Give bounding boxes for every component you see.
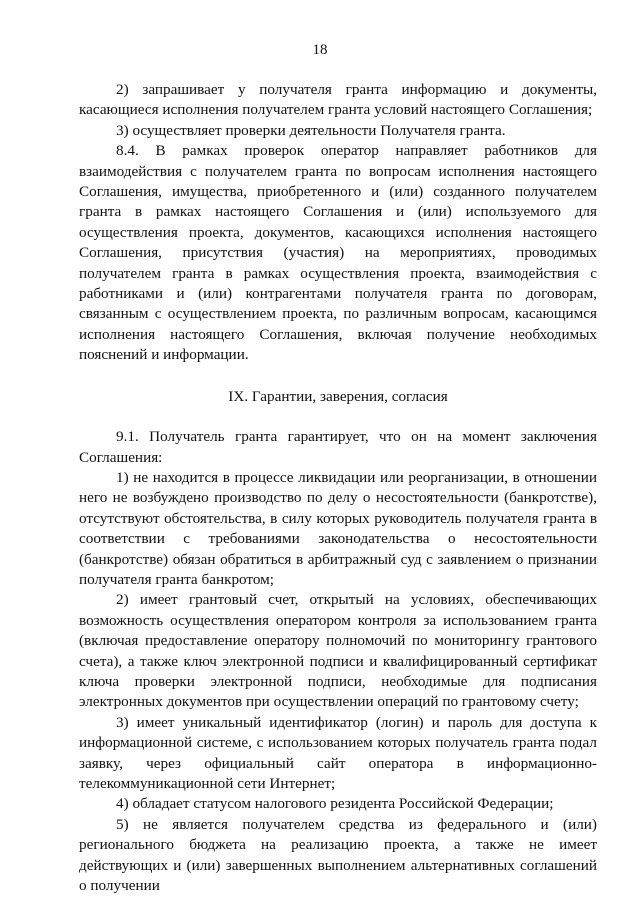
paragraph-guarantee-4: 4) обладает статусом налогового резидента Российской Федерации; bbox=[116, 795, 554, 813]
paragraph-8-4: 8.4. В рамках проверок оператор направляет работников для взаимодействия с получателем гранта по вопросам исполнения настоящего Соглашения, имущества, приобретенного и (или) созданного получателем гранта в рамках настоящего Соглашения и (или) используемого для осуществления проекта, документов, касающихся исполнения настоящего Соглашения, присутствия (участия) на мероприятиях, проводимых получателем гранта в рамках осуществления проекта, взаимодействия с работниками и (или) контрагентами получателя гранта по договорам, связанным с осуществлением проекта, по различным вопросам, касающимся исполнения настоящего Соглашения, включая получение необходимых пояснений и информации. bbox=[79, 142, 597, 364]
paragraph-9-1: 9.1. Получатель гранта гарантирует, что он на момент заключения Соглашения: bbox=[79, 428, 597, 466]
document-body bbox=[79, 80, 597, 896]
section-heading: IX. Гарантии, заверения, согласия bbox=[228, 387, 448, 405]
paragraph-inspections: 3) осуществляет проверки деятельности Получателя гранта. bbox=[116, 121, 506, 139]
paragraph-request-info: 2) запрашивает у получателя гранта информацию и документы, касающиеся исполнения получателем гранта условий настоящего Соглашения; bbox=[79, 81, 597, 119]
page-number: 18 bbox=[312, 42, 328, 58]
paragraph-guarantee-1: 1) не находится в процессе ликвидации или реорганизации, в отношении него не возбуждено производство по делу о несостоятельности (банкротстве), отсутствуют обстоятельства, в силу которых руководитель получателя гранта в соответствии с требованиями законодательства о несостоятельности (банкротстве) обязан обратиться в арбитражный суд с заявлением о признании получателя гранта банкротом; bbox=[79, 468, 597, 588]
paragraph-guarantee-5: 5) не является получателем средства из федерального и (или) регионального бюджета на реализацию проекта, а также не имеет действующих и (или) завершенных выполнением альтернативных соглашений о получении bbox=[79, 815, 597, 895]
paragraph-guarantee-2: 2) имеет грантовый счет, открытый на условиях, обеспечивающих возможность осуществления оператором контроля за использованием гранта (включая предоставление оператору полномочий по мониторингу грантового счета), а также ключ электронной подписи и квалифицированный сертификат ключа проверки электронной подписи, необходимые для подписания электронных документов при осуществлении операций по грантовому счету; bbox=[79, 591, 597, 711]
paragraph-guarantee-3: 3) имеет уникальный идентификатор (логин) и пароль для доступа к информационной системе, с использованием которых получатель гранта подал заявку, через официальный сайт оператора в информационно-телекоммуникационной сети Интернет; bbox=[79, 713, 597, 792]
